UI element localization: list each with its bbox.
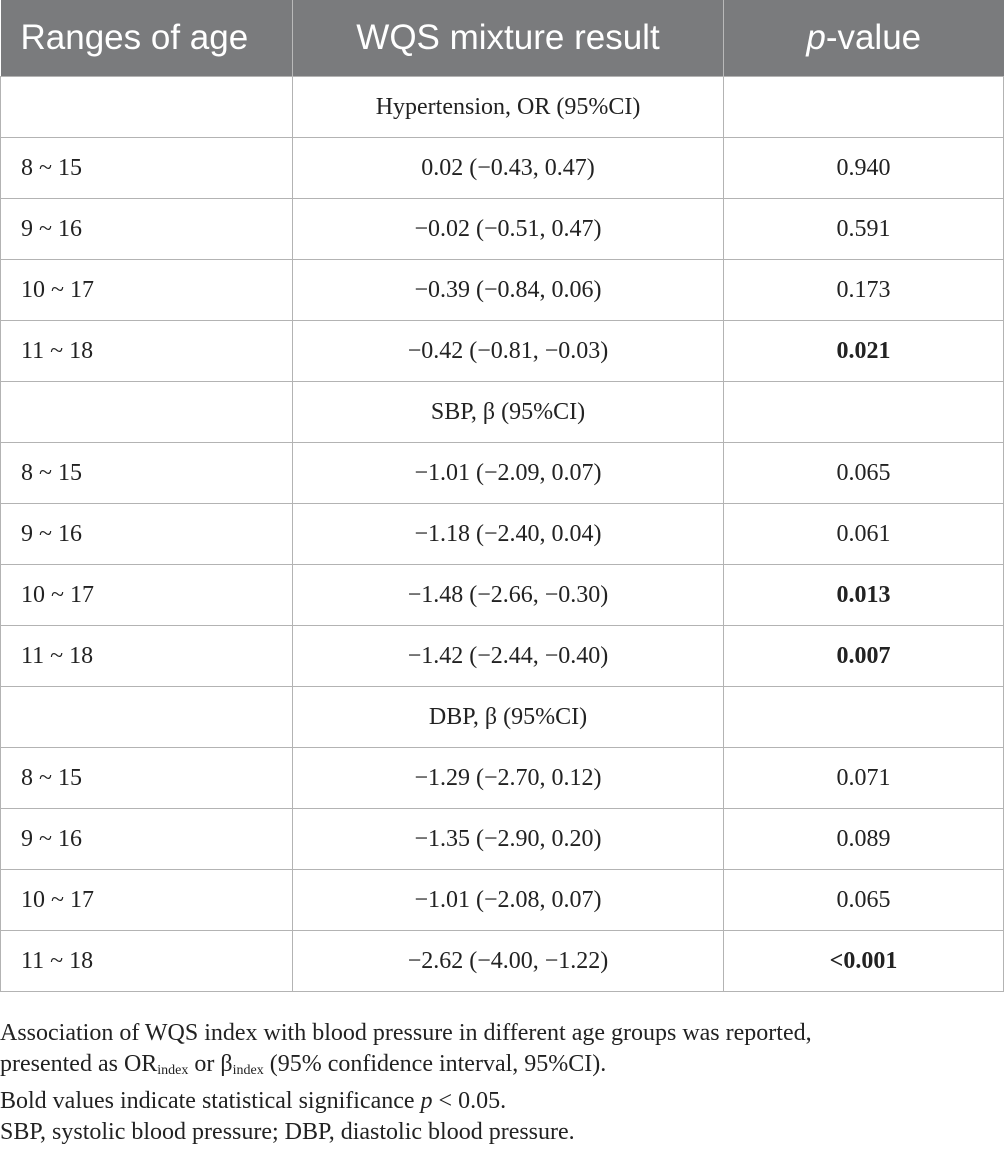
note-line-2-pre: presented as OR: [0, 1051, 158, 1077]
table-row: [1, 321, 1004, 382]
wqs-result-cell: −1.29 (−2.70, 0.12): [293, 748, 724, 809]
header-p-value: [724, 0, 1004, 77]
table-row: [1, 260, 1004, 321]
age-range-cell: 9 ~ 16: [1, 809, 293, 870]
header-result: WQS mixture result: [293, 0, 724, 77]
table-row: [1, 870, 1004, 931]
age-range-cell: 10 ~ 17: [1, 260, 293, 321]
p-value-cell: 0.089: [724, 809, 1004, 870]
age-range-cell: 10 ~ 17: [1, 870, 293, 931]
wqs-result-cell: 0.02 (−0.43, 0.47): [293, 138, 724, 199]
table-row: [1, 138, 1004, 199]
header-p-suffix: -value: [825, 18, 922, 57]
age-range-cell: 11 ~ 18: [1, 626, 293, 687]
section-row: [1, 382, 1004, 443]
section-empty-cell: [724, 382, 1004, 443]
p-value-cell: 0.173: [724, 260, 1004, 321]
table-row: [1, 809, 1004, 870]
wqs-result-cell: −1.42 (−2.44, −0.40): [293, 626, 724, 687]
table-row: [1, 443, 1004, 504]
note-sub-or: index: [157, 1063, 189, 1078]
wqs-result-cell: −0.42 (−0.81, −0.03): [293, 321, 724, 382]
p-value-cell: 0.065: [724, 870, 1004, 931]
table-row: [1, 748, 1004, 809]
p-value-cell: 0.071: [724, 748, 1004, 809]
age-range-cell: 8 ~ 15: [1, 138, 293, 199]
wqs-result-cell: −1.35 (−2.90, 0.20): [293, 809, 724, 870]
wqs-result-cell: −1.48 (−2.66, −0.30): [293, 565, 724, 626]
p-value-cell: 0.061: [724, 504, 1004, 565]
note-line-3: [0, 1086, 1004, 1117]
section-row: [1, 687, 1004, 748]
wqs-result-cell: −0.39 (−0.84, 0.06): [293, 260, 724, 321]
section-label: SBP, β (95%CI): [293, 382, 724, 443]
table-row: [1, 504, 1004, 565]
table-row: [1, 565, 1004, 626]
table-notes: [0, 1018, 1004, 1148]
note-line-3-pre: Bold values indicate statistical significance: [0, 1088, 421, 1114]
age-range-cell: 10 ~ 17: [1, 565, 293, 626]
note-sub-beta: index: [232, 1063, 264, 1078]
section-empty-cell: [1, 77, 293, 138]
p-value-cell: 0.940: [724, 138, 1004, 199]
age-range-cell: 9 ~ 16: [1, 199, 293, 260]
note-line-4: SBP, systolic blood pressure; DBP, diastolic blood pressure.: [0, 1119, 575, 1145]
p-value-cell: 0.013: [724, 565, 1004, 626]
table-row: [1, 626, 1004, 687]
note-line-3-p: p: [420, 1088, 433, 1114]
section-row: [1, 77, 1004, 138]
p-value-cell: 0.007: [724, 626, 1004, 687]
age-range-cell: 8 ~ 15: [1, 748, 293, 809]
section-empty-cell: [724, 77, 1004, 138]
wqs-result-cell: −0.02 (−0.51, 0.47): [293, 199, 724, 260]
note-line-1: Association of WQS index with blood pressure in different age groups was reported,: [0, 1020, 812, 1046]
table-row: [1, 931, 1004, 992]
section-label: Hypertension, OR (95%CI): [293, 77, 724, 138]
section-empty-cell: [724, 687, 1004, 748]
age-range-cell: 9 ~ 16: [1, 504, 293, 565]
note-line-2-mid: or β: [188, 1051, 233, 1077]
header-age: Ranges of age: [1, 0, 293, 77]
table-row: [1, 199, 1004, 260]
age-range-cell: 11 ~ 18: [1, 931, 293, 992]
header-row: [1, 0, 1004, 77]
section-empty-cell: [1, 382, 293, 443]
wqs-result-cell: −1.01 (−2.09, 0.07): [293, 443, 724, 504]
wqs-result-cell: −1.18 (−2.40, 0.04): [293, 504, 724, 565]
wqs-result-cell: −2.62 (−4.00, −1.22): [293, 931, 724, 992]
p-value-cell: 0.591: [724, 199, 1004, 260]
age-range-cell: 8 ~ 15: [1, 443, 293, 504]
note-line-2: [0, 1049, 1004, 1086]
table-body: [1, 77, 1004, 992]
header-p-italic: p: [806, 18, 826, 57]
note-line-3-post: < 0.05.: [432, 1088, 507, 1114]
section-empty-cell: [1, 687, 293, 748]
p-value-cell: <0.001: [724, 931, 1004, 992]
p-value-cell: 0.021: [724, 321, 1004, 382]
note-line-2-post: (95% confidence interval, 95%CI).: [263, 1051, 607, 1077]
wqs-result-cell: −1.01 (−2.08, 0.07): [293, 870, 724, 931]
p-value-cell: 0.065: [724, 443, 1004, 504]
section-label: DBP, β (95%CI): [293, 687, 724, 748]
age-range-cell: 11 ~ 18: [1, 321, 293, 382]
